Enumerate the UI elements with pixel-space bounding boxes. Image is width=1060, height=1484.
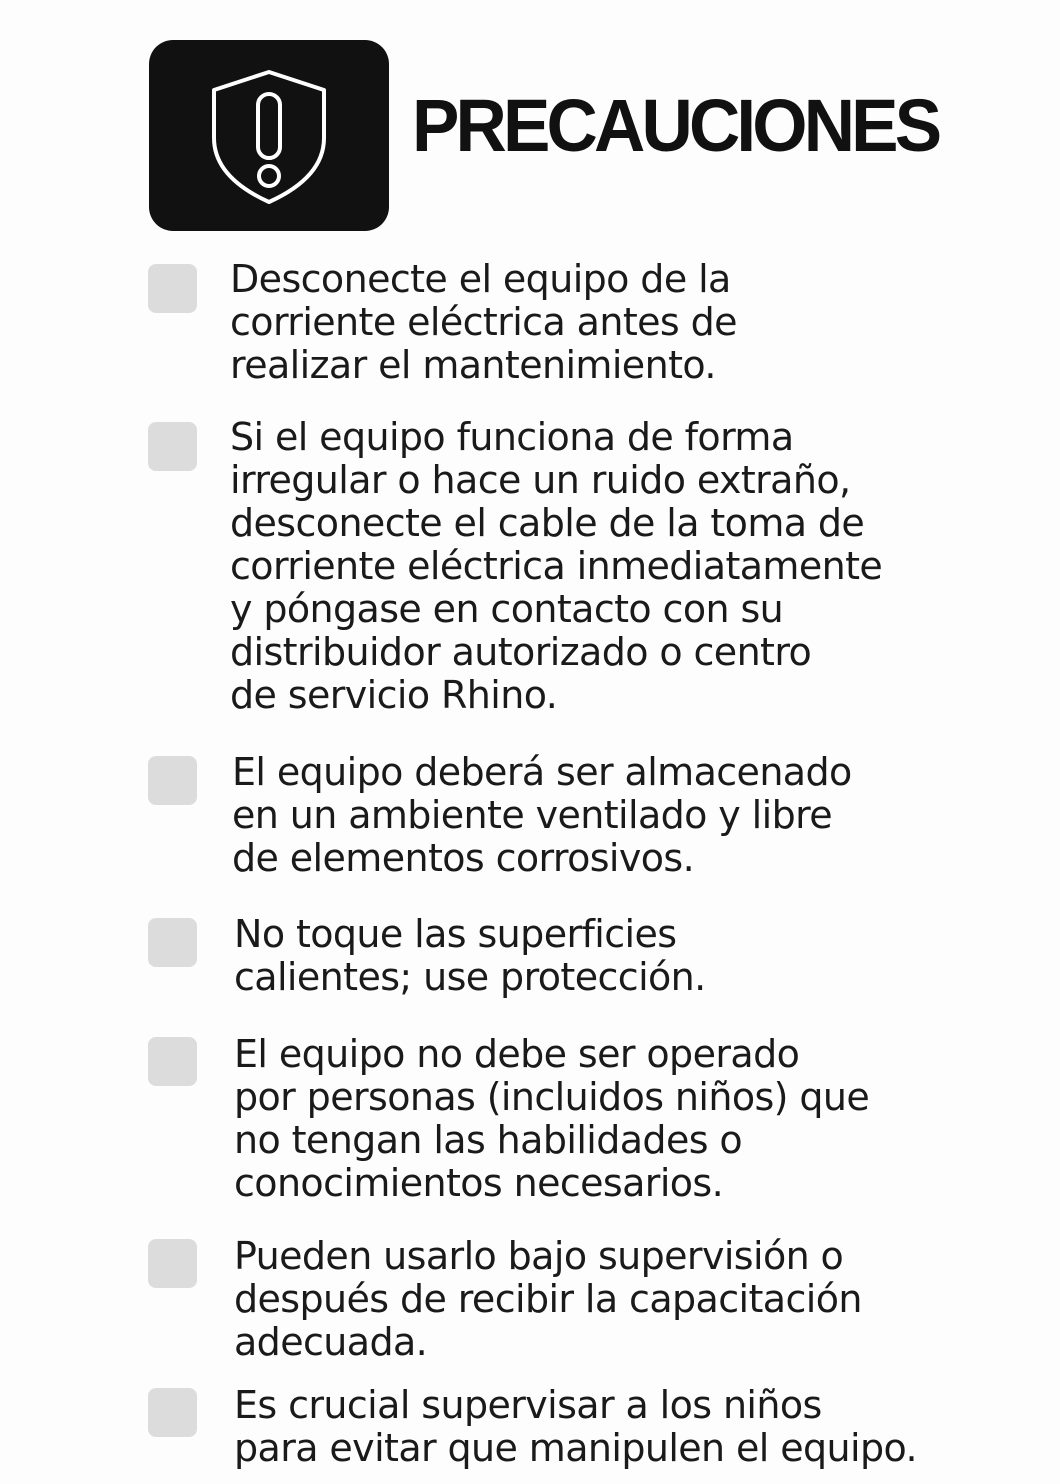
list-item-text: No toque las superficies calientes; use protección. xyxy=(234,912,706,999)
shield-exclamation-icon xyxy=(204,66,334,206)
checkbox[interactable] xyxy=(148,422,197,471)
page-title: PRECAUCIONES xyxy=(412,84,939,167)
checkbox[interactable] xyxy=(148,756,197,805)
list-item-text: Pueden usarlo bajo supervisión o después de recibir la capacitación adecuada. xyxy=(234,1234,862,1364)
list-item-text: El equipo deberá ser almacenado en un ambiente ventilado y libre de elementos corrosivos. xyxy=(232,750,852,880)
list-item-text: Si el equipo funciona de forma irregular o hace un ruido extraño, desconecte el cable de la toma de corriente eléctrica inmediatamente y póngase en contacto con su distribuidor autorizado o centro de servicio Rhino. xyxy=(230,415,883,717)
checkbox[interactable] xyxy=(148,1037,197,1086)
checkbox[interactable] xyxy=(148,918,197,967)
checkbox[interactable] xyxy=(148,1239,197,1288)
list-item-text: Es crucial supervisar a los niños para evitar que manipulen el equipo. xyxy=(234,1383,917,1470)
checkbox[interactable] xyxy=(148,1388,197,1437)
list-item-text: El equipo no debe ser operado por personas (incluidos niños) que no tengan las habilidades o conocimientos necesarios. xyxy=(234,1032,870,1205)
header-icon-box xyxy=(149,40,389,231)
list-item-text: Desconecte el equipo de la corriente eléctrica antes de realizar el mantenimiento. xyxy=(230,257,737,387)
checkbox[interactable] xyxy=(148,264,197,313)
